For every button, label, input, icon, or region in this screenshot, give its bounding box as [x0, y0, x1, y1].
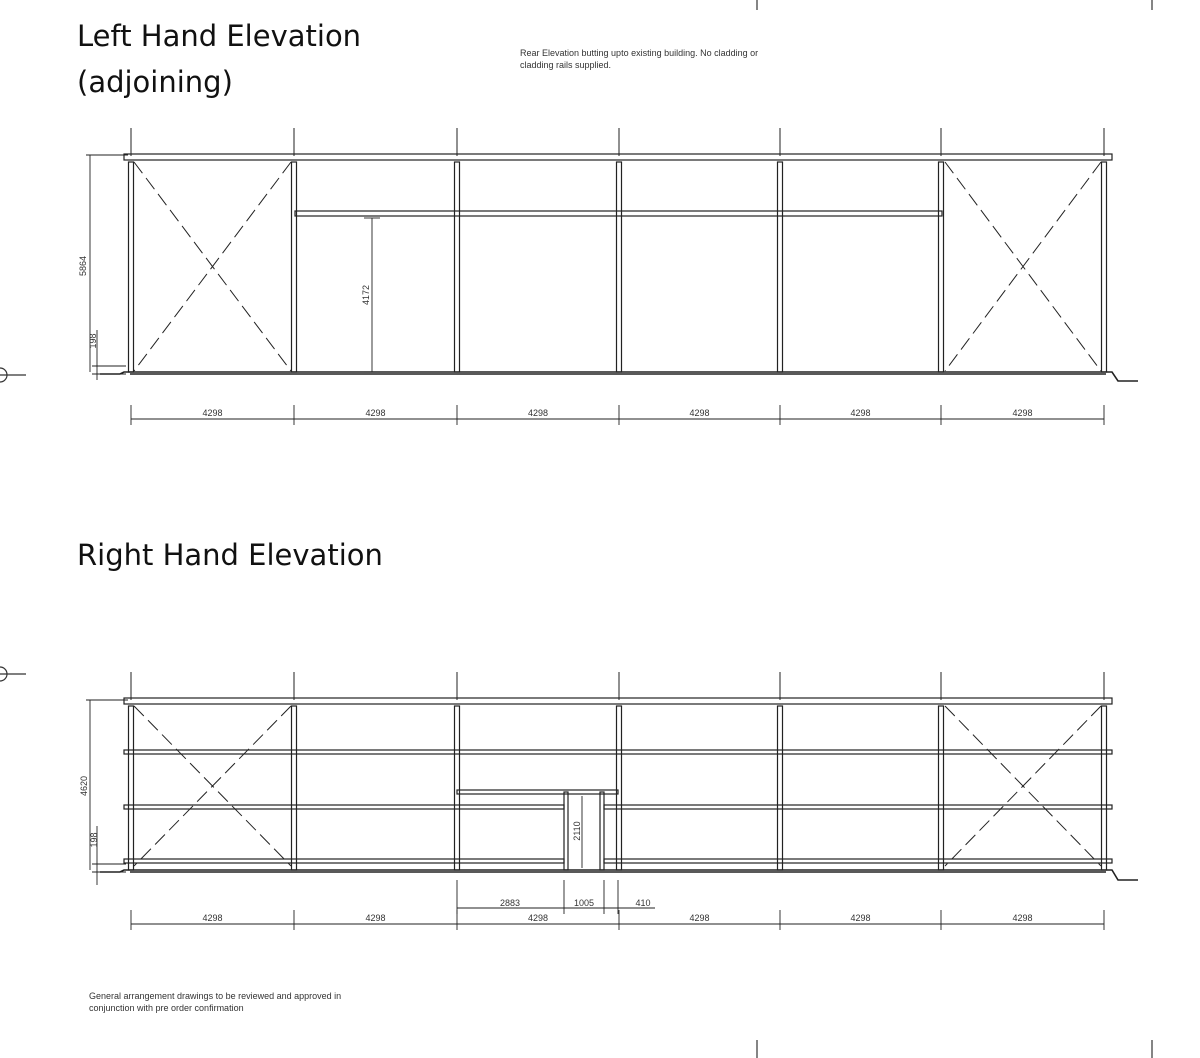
right-base-dimension: 198 — [89, 832, 99, 848]
right-column-6 — [939, 706, 944, 870]
left-bay-dimension-3: 4298 — [527, 408, 549, 418]
right-rail-middle-right — [604, 805, 1112, 809]
right-grid-ticks — [131, 672, 1104, 700]
right-eaves-beam — [124, 698, 1112, 704]
left-bay-dimension-2: 4298 — [365, 408, 386, 418]
personnel-door-frame — [457, 790, 618, 870]
left-column-4 — [617, 162, 622, 372]
rear-elevation-note-line1: Rear Elevation butting upto existing building. No cladding or — [520, 48, 759, 58]
door-offset-dimension-right: 410 — [635, 898, 651, 908]
right-rail-lower-left — [124, 859, 564, 863]
door-offset-dimension-lines — [457, 880, 655, 914]
right-bay-dimension-2: 4298 — [365, 913, 386, 923]
left-height-dimension: 5864 — [78, 255, 88, 277]
right-column-3 — [455, 706, 460, 870]
left-column-7 — [1102, 162, 1107, 372]
right-bay-dimensions — [131, 910, 1104, 930]
general-arrangement-note-line2: conjunction with pre order confirmation — [89, 1003, 244, 1013]
right-height-dimension: 4620 — [79, 775, 89, 797]
general-arrangement-note-line1: General arrangement drawings to be reviewed and approved in — [89, 991, 342, 1001]
right-bracing — [134, 706, 1101, 866]
door-height-dimension: 2110 — [572, 821, 582, 841]
rear-elevation-note-line2: cladding rails supplied. — [520, 60, 612, 70]
door-header-trimmer — [457, 790, 618, 794]
left-transom-rail — [295, 211, 942, 216]
right-bay-dimension-3: 4298 — [527, 913, 549, 923]
left-base-dimension: 198 — [88, 333, 98, 349]
left-bay-dimension-4: 4298 — [689, 408, 710, 418]
right-sheeting-rails — [124, 750, 1112, 863]
right-vertical-dimensions — [86, 700, 582, 885]
left-bracing — [134, 162, 1101, 371]
left-column-5 — [778, 162, 783, 372]
left-elevation-subtitle: (adjoining) — [77, 65, 233, 99]
left-bay-dimension-6: 4298 — [1012, 408, 1033, 418]
left-bay-dimension-5: 4298 — [850, 408, 871, 418]
left-bay-dimensions — [131, 405, 1104, 425]
right-bay-dimension-4: 4298 — [689, 913, 710, 923]
left-grid-ticks — [131, 128, 1104, 156]
right-columns — [129, 706, 1107, 870]
left-opening-height-dimension: 4172 — [361, 284, 371, 306]
left-column-2 — [292, 162, 297, 372]
left-column-1 — [129, 162, 134, 372]
door-jamb-left — [564, 792, 568, 870]
left-hand-elevation — [78, 128, 1138, 425]
door-offset-dimension-left: 2883 — [499, 898, 521, 908]
right-rail-lower-right — [604, 859, 1112, 863]
door-jamb-right — [600, 792, 604, 870]
left-eaves-beam — [124, 154, 1112, 160]
left-bay-dimension-1: 4298 — [202, 408, 223, 418]
right-column-7 — [1102, 706, 1107, 870]
left-elevation-title: Left Hand Elevation — [77, 19, 362, 53]
right-bay-dimension-1: 4298 — [202, 913, 223, 923]
left-columns — [129, 162, 1107, 372]
right-rail-upper — [124, 750, 1112, 754]
right-hand-elevation — [79, 672, 1138, 930]
door-width-dimension: 1005 — [573, 898, 595, 908]
left-column-3 — [455, 162, 460, 372]
right-column-5 — [778, 706, 783, 870]
right-column-4 — [617, 706, 622, 870]
right-elevation-title: Right Hand Elevation — [77, 538, 383, 572]
left-column-6 — [939, 162, 944, 372]
right-bay-dimension-6: 4298 — [1012, 913, 1033, 923]
right-column-2 — [292, 706, 297, 870]
right-column-1 — [129, 706, 134, 870]
left-vertical-dimensions — [86, 155, 380, 380]
right-bay-dimension-5: 4298 — [850, 913, 871, 923]
